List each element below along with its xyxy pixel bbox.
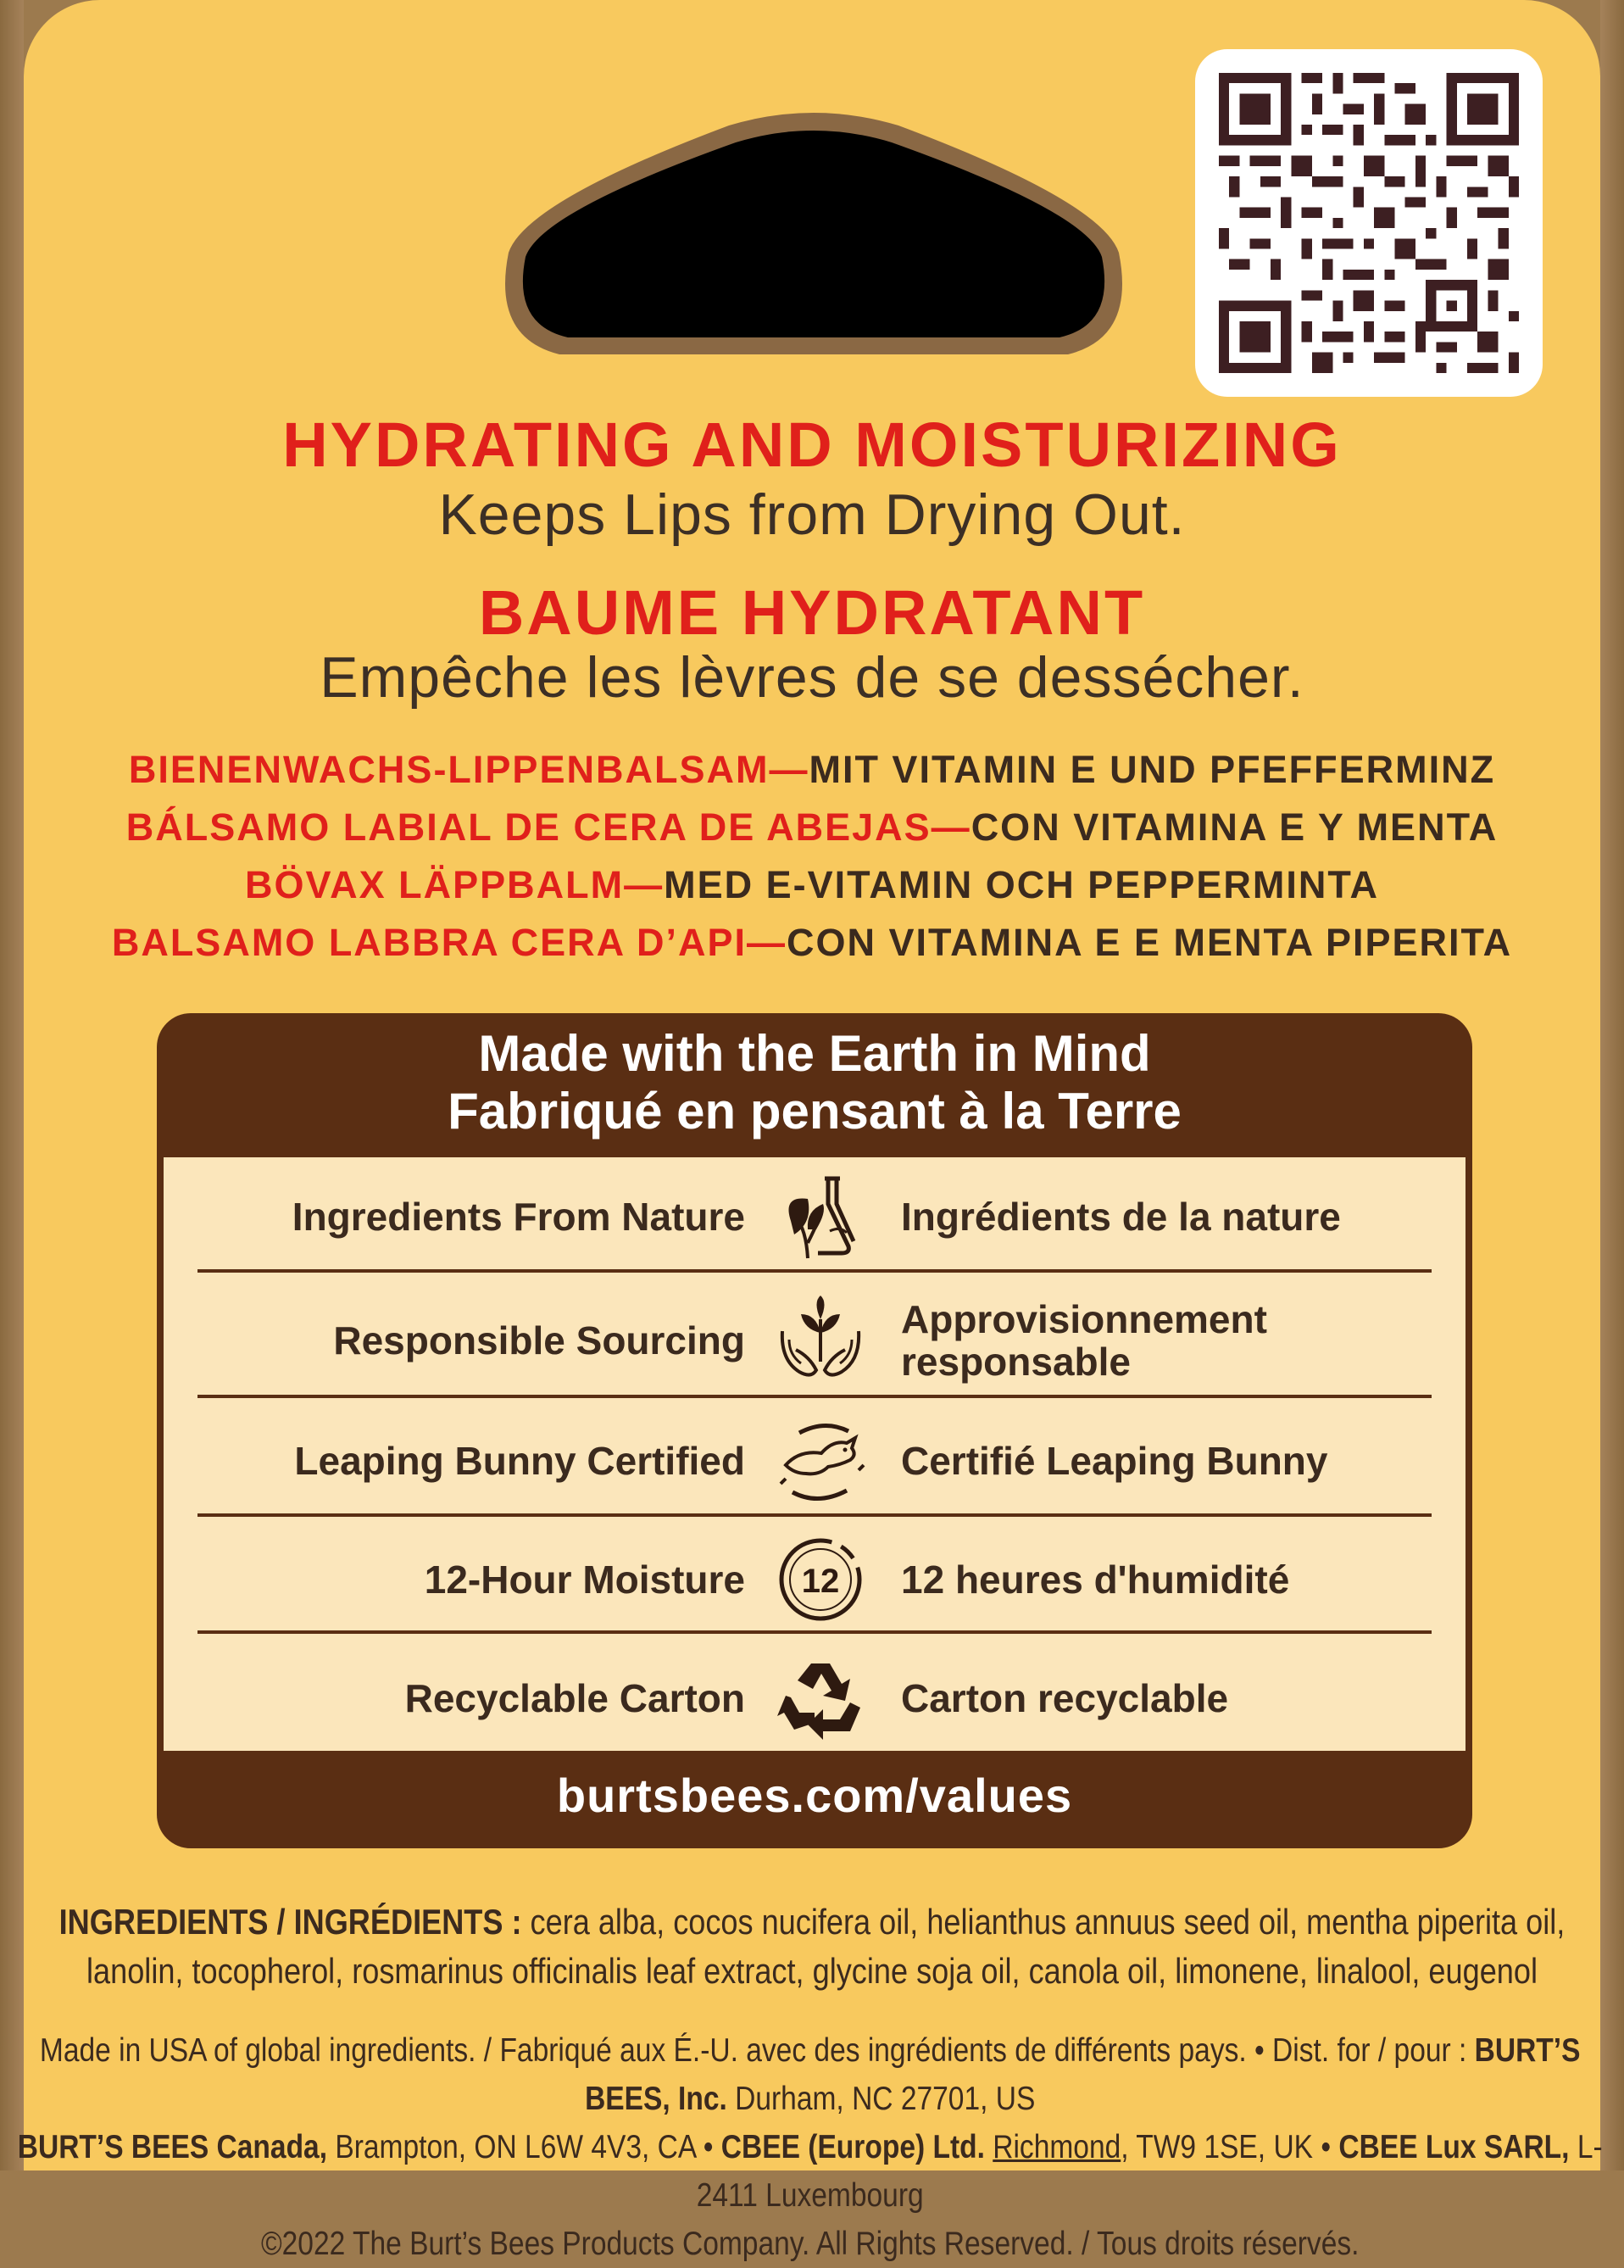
headline-fr: BAUME HYDRATANT — [478, 577, 1146, 648]
value-label-en: Leaping Bunny Certified — [294, 1439, 745, 1483]
ingredients-text — [47, 1897, 1577, 1996]
value-label-fr-line2: responsable — [901, 1340, 1131, 1384]
footer-burts-bees-inc: BURT’S BEES, Inc. — [585, 2032, 1581, 2117]
cardboard-edge-right — [1600, 0, 1624, 2170]
footer-luxembourg: L-2411 Luxembourg — [696, 2129, 1603, 2214]
recycle-icon — [774, 1652, 867, 1745]
footer-cbee-lux: CBEE Lux SARL, — [1338, 2129, 1570, 2165]
value-row-sourcing — [197, 1281, 1432, 1400]
leaf-flask-icon — [774, 1170, 867, 1263]
value-row-ingredients — [197, 1157, 1432, 1276]
lang-line-it — [0, 921, 1624, 965]
subhead-en: Keeps Lips from Drying Out. — [438, 482, 1186, 547]
value-label-en: Responsible Sourcing — [333, 1318, 745, 1362]
lang-line-red: BIENENWACHS-LIPPENBALSAM— — [128, 748, 809, 791]
ingredients-line2: lanolin, tocopherol, rosmarinus officinalis leaf extract, glycine soja oil, canola oil, limonene, linalool, eugenol — [86, 1951, 1538, 1991]
subhead-fr: Empêche les lèvres de se dessécher. — [320, 645, 1304, 710]
row-divider — [197, 1395, 1432, 1398]
lang-line-dark: CON VITAMINA E Y MENTA — [971, 805, 1499, 849]
value-label-en: 12-Hour Moisture — [424, 1558, 745, 1602]
value-label-en: Recyclable Carton — [404, 1676, 745, 1720]
values-title-en: Made with the Earth in Mind — [478, 1025, 1151, 1082]
footer-richmond: Richmond — [993, 2129, 1121, 2165]
value-label-fr: Ingrédients de la nature — [901, 1195, 1341, 1239]
headline-en: HYDRATING AND MOISTURIZING — [282, 410, 1342, 480]
value-label-en: Ingredients From Nature — [292, 1195, 745, 1239]
values-title-fr: Fabriqué en pensant à la Terre — [448, 1083, 1182, 1140]
clock-12-icon — [774, 1533, 867, 1626]
footer-copyright: ©2022 The Burt’s Bees Products Company. All Rights Reserved. / Tous droits réservés. — [260, 2226, 1360, 2262]
lang-line-de — [0, 748, 1624, 792]
qr-code[interactable] — [1195, 49, 1543, 397]
value-label-fr: Certifié Leaping Bunny — [901, 1439, 1328, 1483]
row-divider — [197, 1269, 1432, 1273]
lang-line-red: BALSAMO LABBRA CERA D’API— — [111, 921, 787, 964]
hang-hole — [458, 109, 1170, 371]
value-row-moisture — [197, 1520, 1432, 1639]
cardboard-edge-left — [0, 0, 24, 2170]
values-panel-title — [157, 1025, 1472, 1140]
footer-space — [985, 2129, 993, 2165]
row-divider — [197, 1630, 1432, 1634]
clock-number: 12 — [801, 1563, 840, 1600]
ingredients-line1: cera alba, cocos nucifera oil, helianthus annuus seed oil, mentha piperita oil, — [521, 1902, 1566, 1942]
ingredients-label: INGREDIENTS / INGRÉDIENTS : — [58, 1902, 522, 1942]
value-row-recycle — [197, 1639, 1432, 1758]
footer-durham: Durham, NC 27701, US — [726, 2081, 1036, 2117]
value-label-fr-line1: Approvisionnement — [901, 1297, 1267, 1341]
values-list — [164, 1157, 1465, 1751]
footer-brampton: Brampton, ON L6W 4V3, CA • — [327, 2129, 721, 2165]
lang-line-dark: CON VITAMINA E E MENTA PIPERITA — [786, 921, 1513, 964]
lang-line-red: BÖVAX LÄPPBALM— — [244, 863, 665, 906]
lang-line-sv — [0, 863, 1624, 907]
value-label-fr: 12 heures d'humidité — [901, 1558, 1290, 1602]
legal-footer — [12, 2026, 1608, 2268]
leaping-bunny-icon — [774, 1414, 867, 1507]
footer-uk: , TW9 1SE, UK • — [1121, 2129, 1339, 2165]
value-row-bunny — [197, 1401, 1432, 1520]
lang-line-dark: MIT VITAMIN E UND PFEFFERMINZ — [809, 748, 1496, 791]
values-url-link[interactable]: burtsbees.com/values — [556, 1769, 1073, 1822]
value-label-fr — [901, 1281, 1267, 1400]
value-label-fr: Carton recyclable — [901, 1676, 1229, 1720]
hands-plant-icon — [774, 1294, 867, 1387]
lang-line-es — [0, 805, 1624, 850]
lang-line-red: BÁLSAMO LABIAL DE CERA DE ABEJAS— — [125, 805, 971, 849]
values-panel — [157, 1013, 1472, 1848]
row-divider — [197, 1513, 1432, 1517]
qr-code-icon — [1219, 73, 1519, 373]
footer-made-in: Made in USA of global ingredients. / Fabriqué aux É.-U. avec des ingrédients de différents pays. • Dist. for / pour : — [39, 2032, 1475, 2069]
footer-cbee-europe: CBEE (Europe) Ltd. — [720, 2129, 985, 2165]
lang-line-dark: MED E-VITAMIN OCH PEPPERMINTA — [664, 863, 1380, 906]
footer-canada: BURT’S BEES Canada, — [17, 2129, 328, 2165]
